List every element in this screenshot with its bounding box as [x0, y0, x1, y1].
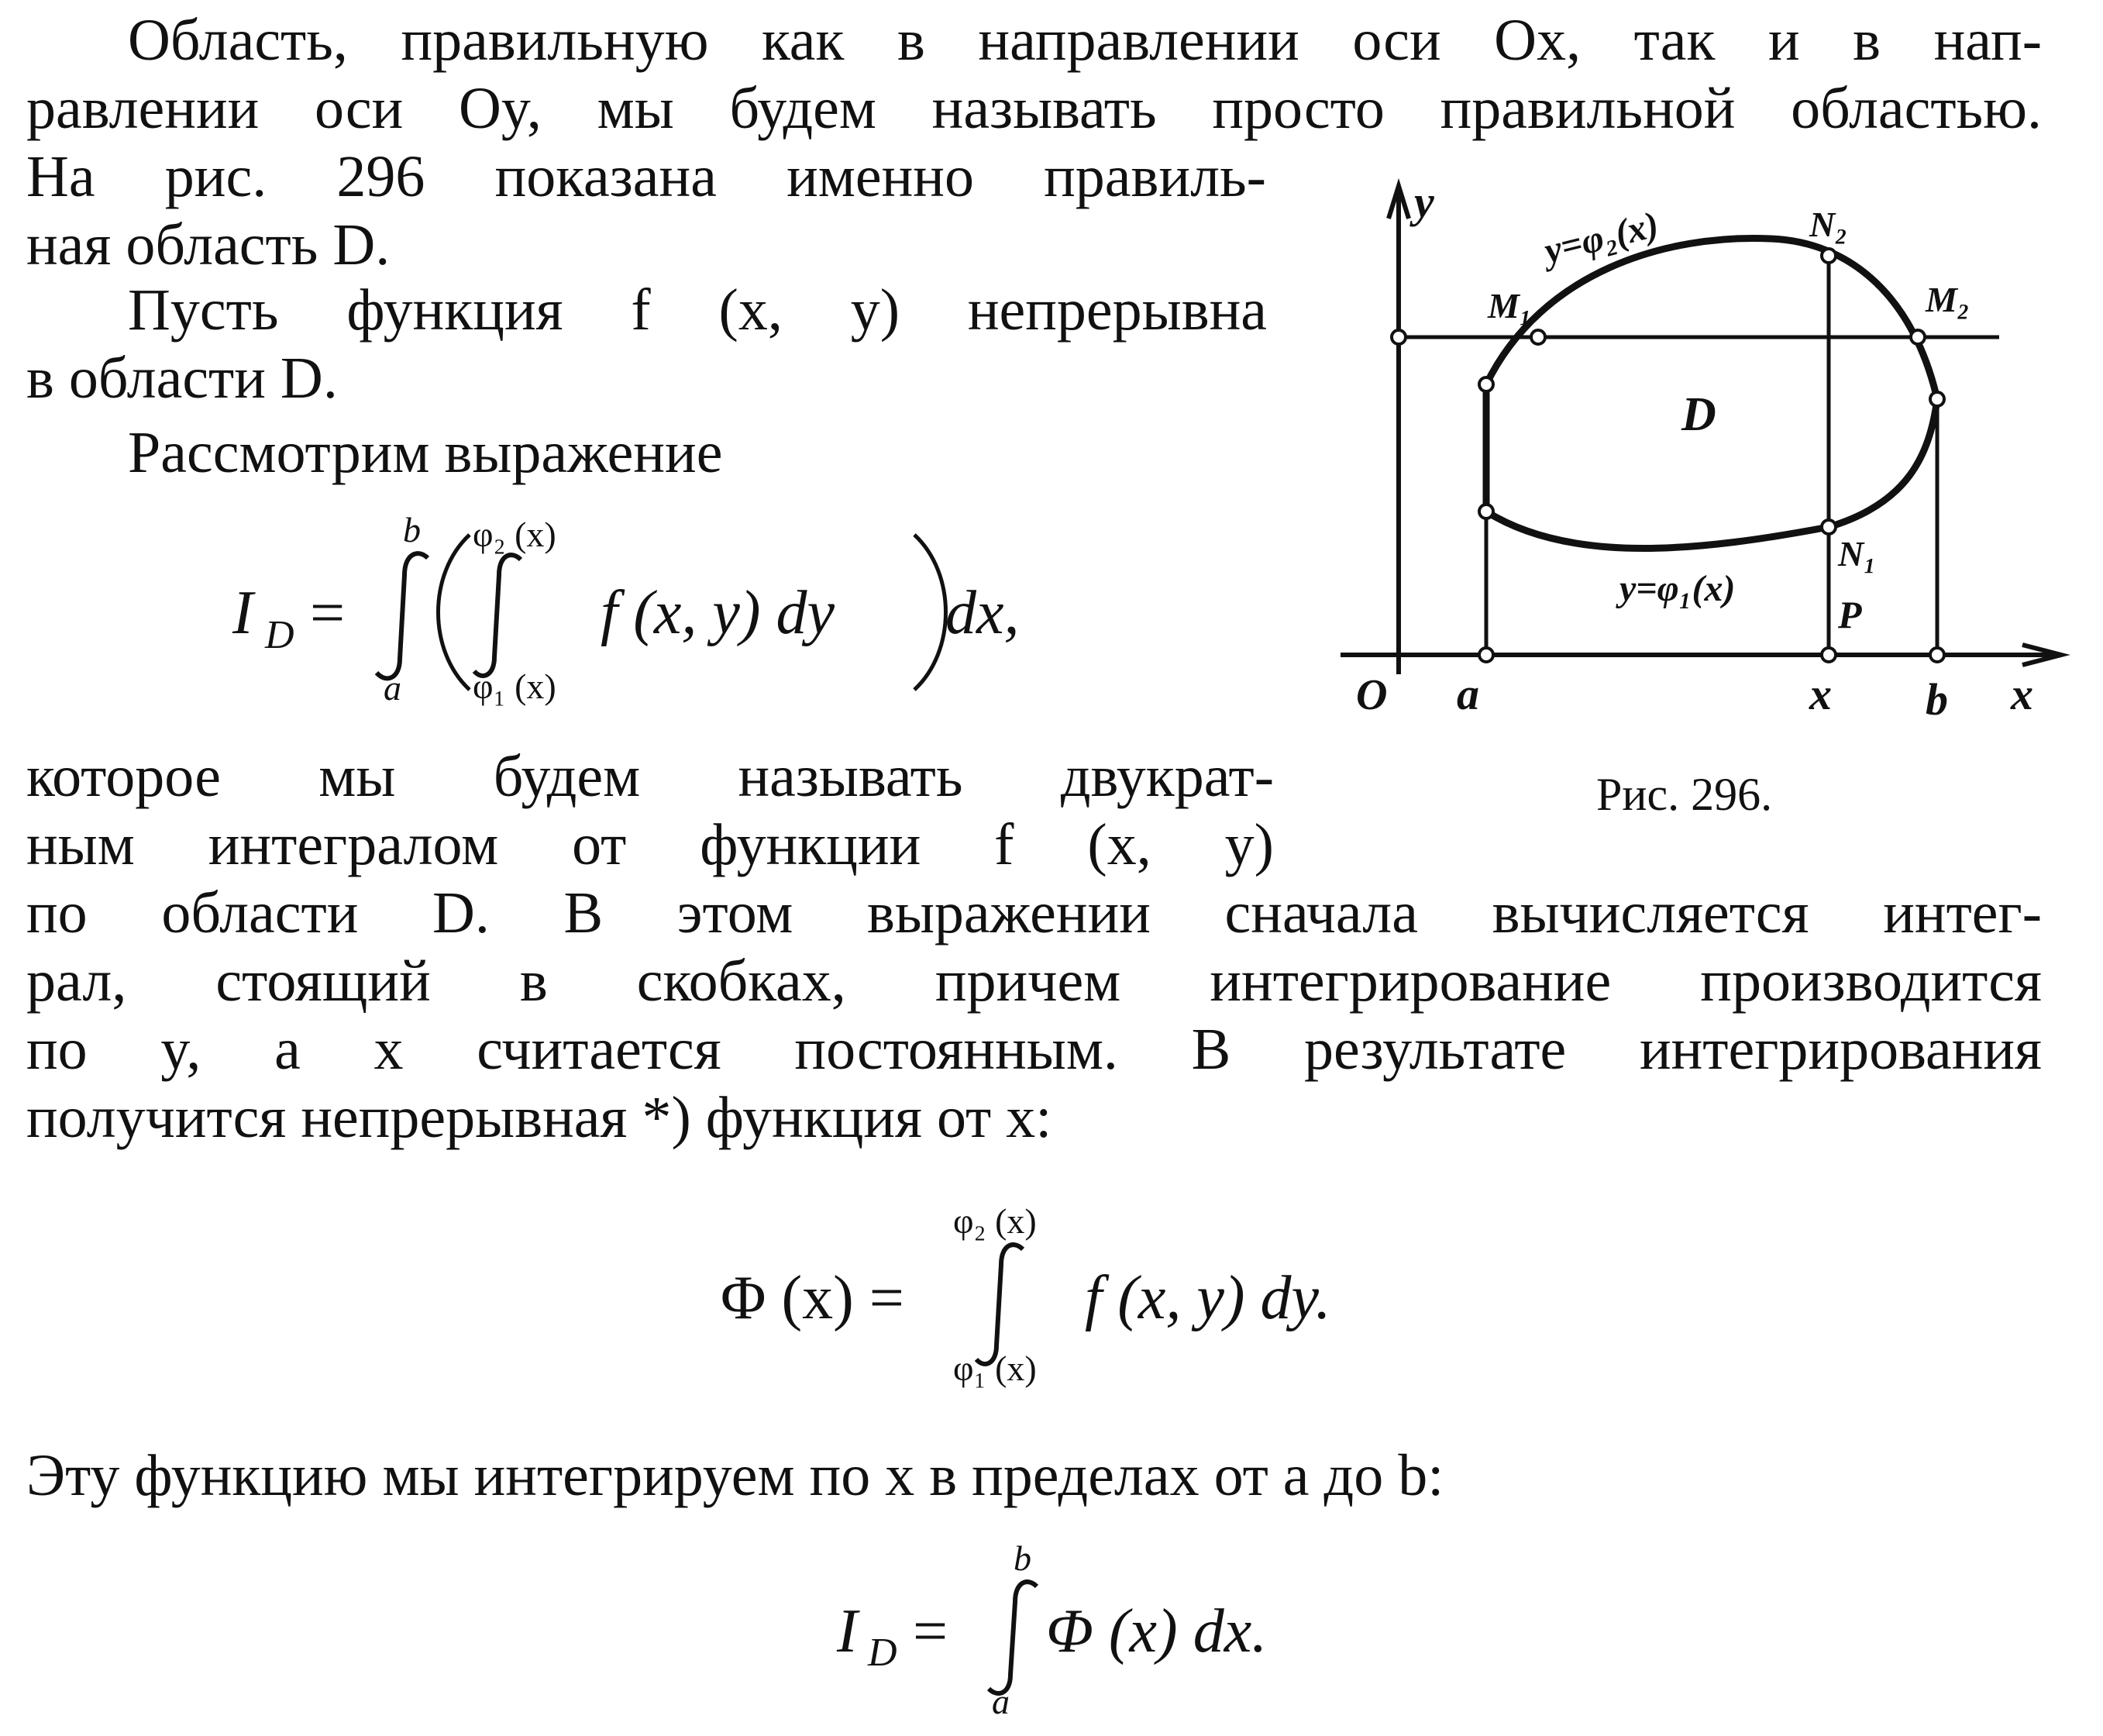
point-left-top — [1479, 377, 1493, 391]
text-line: На рис. 296 показана именно правиль- — [26, 144, 1266, 209]
text-line: ная область D. — [26, 212, 391, 277]
text-line: получится непрерывная *) функция от x: — [26, 1085, 1052, 1150]
figure-296 — [1341, 163, 2084, 736]
label-x-axis: x — [2011, 669, 2033, 719]
final-integral-formula — [829, 1531, 1372, 1728]
point-y-intercept — [1392, 330, 1406, 344]
label-N2: N₂ — [1809, 205, 1848, 244]
text-line: равлении оси Oy, мы будем называть просто правильной областью. — [26, 76, 2042, 141]
upper-limit: φ₂ (x) — [953, 1201, 1037, 1241]
inner-upper-limit: φ₂ (x) — [473, 515, 556, 554]
formula-lhs-subscript: D — [868, 1631, 897, 1675]
label-upper-curve: y=φ₂(x) — [1540, 204, 1663, 272]
label-M1: M₁ — [1488, 286, 1532, 326]
point-b — [1930, 648, 1944, 662]
formula-lhs: Φ (x) = — [721, 1264, 904, 1332]
text-line: Пусть функция f (x, y) непрерывна — [128, 277, 1267, 343]
text-line: по y, а x считается постоянным. В результате интегрирования — [26, 1017, 2042, 1082]
text-line: Область, правильную как в направлении оси Ox, так и в нап- — [128, 8, 2042, 73]
label-region-D: D — [1681, 388, 1716, 441]
figure-caption: Рис. 296. — [1596, 769, 1773, 820]
label-M2: M₂ — [1926, 280, 1970, 319]
phi-definition-formula — [713, 1186, 1410, 1403]
inner-lower-limit: φ₁ (x) — [473, 666, 556, 706]
point-N1 — [1822, 520, 1836, 534]
integral-sign — [713, 1186, 1410, 1403]
formula-integrand: f (x, y) dy. — [1085, 1264, 1331, 1332]
text-line: рал, стоящий в скобках, причем интегрирование производится — [26, 949, 2042, 1014]
formula-lhs: I — [837, 1597, 858, 1665]
integral-sign — [829, 1531, 1372, 1728]
formula-integrand: f (x, y) dy — [601, 579, 835, 647]
lower-limit: φ₁ (x) — [953, 1348, 1037, 1388]
point-a — [1479, 648, 1493, 662]
upper-limit: b — [1014, 1538, 1031, 1578]
formula-equals: = — [913, 1597, 948, 1665]
integral-signs-and-brackets — [225, 504, 1077, 713]
label-b: b — [1926, 674, 1948, 725]
text-line: Рассмотрим выражение — [128, 420, 723, 485]
text-line: в области D. — [26, 346, 338, 411]
label-N1: N₁ — [1838, 534, 1877, 574]
double-integral-formula — [225, 504, 1077, 713]
label-origin: O — [1356, 671, 1388, 719]
label-y-axis: y — [1414, 177, 1434, 227]
label-a: a — [1457, 669, 1479, 719]
point-M1 — [1531, 330, 1545, 344]
text-line: ным интегралом от функции f (x, y) — [26, 812, 1274, 877]
formula-integrand: Φ (x) dx. — [1046, 1597, 1268, 1665]
formula-lhs: I — [232, 579, 253, 647]
text-line: которое мы будем называть двукрат- — [26, 744, 1274, 809]
text-line: Эту функцию мы интегрируем по x в пределах от a до b: — [26, 1443, 1444, 1508]
label-x-point: x — [1809, 669, 1832, 719]
point-right — [1930, 392, 1944, 406]
outer-lower-limit: a — [384, 668, 401, 708]
label-P: P — [1838, 593, 1862, 636]
point-x — [1822, 648, 1836, 662]
point-N2 — [1822, 249, 1836, 263]
point-left-bottom — [1479, 505, 1493, 518]
formula-lhs-subscript: D — [265, 613, 294, 657]
label-lower-curve: y=φ₁(x) — [1619, 568, 1736, 609]
lower-limit: a — [992, 1682, 1010, 1721]
text-line: по области D. В этом выражении сначала вычисляется интег- — [26, 880, 2042, 946]
point-M2 — [1911, 330, 1925, 344]
formula-equals: = — [310, 579, 346, 647]
formula-tail: dx, — [945, 579, 1020, 647]
outer-upper-limit: b — [403, 510, 421, 549]
